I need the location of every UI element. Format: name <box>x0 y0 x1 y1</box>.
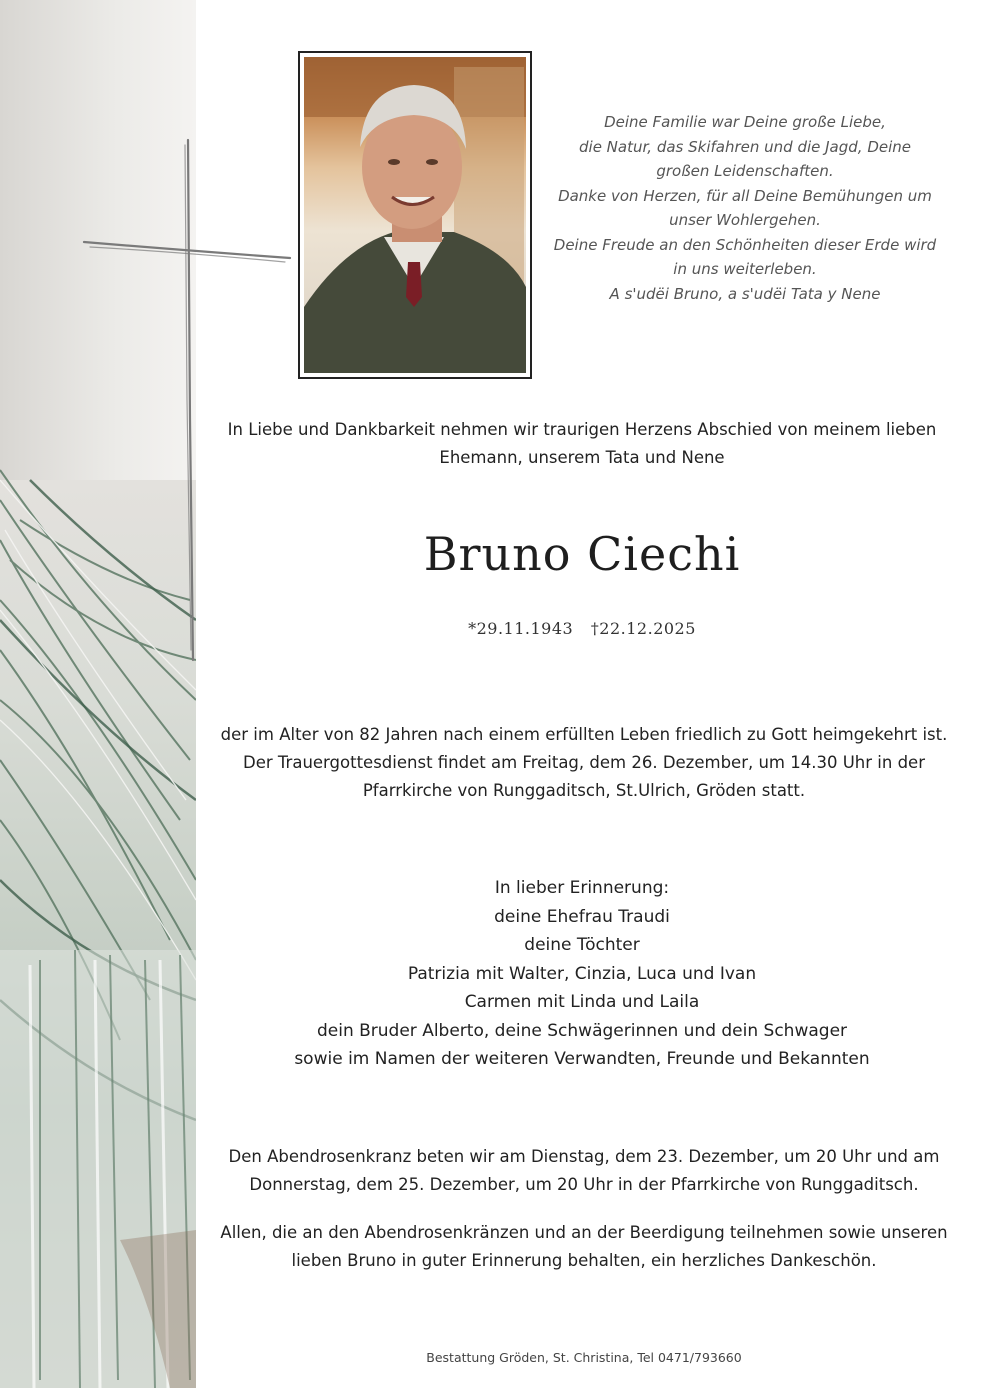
intro-line: In Liebe und Dankbarkeit nehmen wir traurigen Herzens Abschied von meinem lieben <box>227 420 937 439</box>
cross-icon <box>0 0 300 700</box>
family-line: Patrizia mit Walter, Cinzia, Luca und Ivan <box>407 963 757 984</box>
family-line: dein Bruder Alberto, deine Schwägerinnen und dein Schwager <box>316 1020 848 1041</box>
details-line: der im Alter von 82 Jahren nach einem erfüllten Leben friedlich zu Gott heimgekehrt ist. <box>220 725 948 744</box>
quote-line: Deine Familie war Deine große Liebe, <box>604 113 886 131</box>
quote-line: Danke von Herzen, für all Deine Bemühungen um <box>558 186 932 205</box>
intro-line: Ehemann, unserem Tata und Nene <box>439 448 725 467</box>
quote-line: A s'udëi Bruno, a s'udëi Tata y Nene <box>609 284 881 303</box>
rosary-info <box>196 1143 972 1199</box>
quote-line: Deine Freude an den Schönheiten dieser Erde wird <box>553 235 937 254</box>
family-line: sowie im Namen der weiteren Verwandten, Freunde und Bekannten <box>294 1049 870 1069</box>
family-line: deine Töchter <box>524 935 640 955</box>
memorial-quote <box>540 110 950 306</box>
deceased-name: Bruno Ciechi <box>423 527 741 581</box>
announcement-intro <box>200 416 964 472</box>
portrait-photo-frame <box>298 51 532 379</box>
life-dates <box>200 619 964 638</box>
thanks-message <box>196 1219 972 1275</box>
details-line: Der Trauergottesdienst findet am Freitag, dem 26. Dezember, um 14.30 Uhr in der <box>243 753 925 772</box>
death-date: †22.12.2025 <box>590 619 696 638</box>
details-line: Pfarrkirche von Runggaditsch, St.Ulrich, Gröden statt. <box>362 781 806 800</box>
birth-date: *29.11.1943 <box>468 619 574 638</box>
funeral-details <box>196 721 972 805</box>
family-line: deine Ehefrau Traudi <box>494 906 670 927</box>
rosary-line: Den Abendrosenkranz beten wir am Dienstag, dem 23. Dezember, um 20 Uhr und am <box>228 1147 940 1166</box>
mourning-family-list <box>196 874 968 1074</box>
portrait-photo <box>304 57 526 373</box>
quote-line: in uns weiterleben. <box>673 260 817 278</box>
quote-line: die Natur, das Skifahren und die Jagd, Deine <box>579 137 911 156</box>
quote-line: großen Leidenschaften. <box>656 162 834 180</box>
family-line: In lieber Erinnerung: <box>494 878 670 898</box>
funeral-home-footer: Bestattung Gröden, St. Christina, Tel 0471/793660 <box>426 1350 742 1365</box>
rosary-line: Donnerstag, dem 25. Dezember, um 20 Uhr in der Pfarrkirche von Runggaditsch. <box>249 1175 919 1194</box>
thanks-line: lieben Bruno in guter Erinnerung behalten, ein herzliches Dankeschön. <box>291 1251 877 1270</box>
family-line: Carmen mit Linda und Laila <box>464 992 700 1012</box>
quote-line: unser Wohlergehen. <box>669 211 821 229</box>
thanks-line: Allen, die an den Abendrosenkränzen und an der Beerdigung teilnehmen sowie unseren <box>220 1223 948 1242</box>
